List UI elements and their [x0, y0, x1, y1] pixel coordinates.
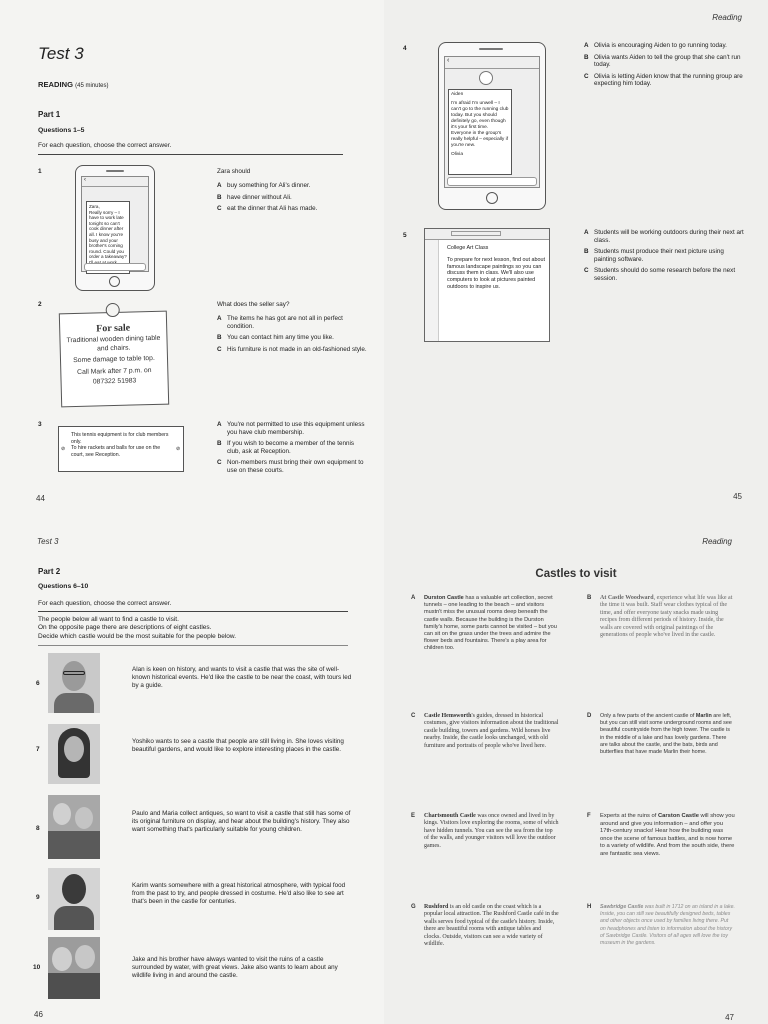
face-shape	[75, 807, 93, 829]
option-c[interactable]: C Non-members must bring their own equipment to use on these courts.	[217, 459, 364, 474]
ad-phone: 087322 51983	[92, 377, 137, 386]
option-b[interactable]: B If you wish to become a member of the tennis club, ask at Reception.	[217, 440, 355, 455]
question-stem: What does the seller say?	[217, 301, 290, 308]
castle-c	[411, 713, 559, 750]
castle-g	[411, 904, 559, 948]
tennis-notice: This tennis equipment is for club members only. To hire rackets and balls for use on the court, see Reception.	[58, 426, 184, 472]
page-title: Castles to visit	[535, 568, 617, 580]
question-number: 3	[38, 421, 42, 428]
castle-letter: B	[587, 595, 592, 601]
text-message	[448, 89, 512, 175]
question-stem: Zara should	[217, 168, 251, 175]
phone-speaker	[106, 170, 124, 172]
running-header: Test 3	[37, 537, 59, 546]
email-toolbar	[425, 229, 549, 240]
person-description: Alan is keen on history, and wants to visit a castle that was the site of well-known historical events. He'd like the castle to be near the coast, with tours led by a guide.	[132, 666, 352, 689]
home-button-icon	[486, 192, 498, 204]
castle-name: Marlin	[695, 713, 712, 719]
castle-letter: A	[411, 595, 416, 601]
question-number: 4	[403, 45, 407, 52]
email-body	[447, 245, 545, 291]
person-photo-alan	[48, 653, 100, 713]
option-b[interactable]: B You can contact him any time you like.	[217, 334, 334, 342]
intro-line: Decide which castle would be the most suitable for the people below.	[38, 632, 237, 640]
back-icon: ‹	[82, 177, 148, 187]
shoulders-shape	[54, 693, 94, 713]
screw-icon: ⊘	[176, 446, 181, 452]
castle-letter: G	[411, 904, 416, 910]
text-message: Zara, Really sorry – I have to work late tonight so can't cook dinner after all. I know you're busy and your brother's coming round. Could you order a takeaway?	[86, 201, 130, 274]
page-number: 46	[34, 1010, 43, 1019]
face-shape	[52, 947, 72, 971]
intro-line: The people below all want to find a castle to visit.	[38, 616, 179, 623]
bodies-shape	[48, 831, 100, 859]
phone-screen	[444, 56, 540, 188]
running-header: Reading	[702, 537, 732, 546]
option-a[interactable]: A Students will be working outdoors during their next art class.	[584, 229, 744, 244]
question-number: 10	[33, 964, 41, 971]
person-description: Yoshiko wants to see a castle that people are still living in. She loves visiting beautiful gardens, and would like to explore interesting places in the castle.	[132, 738, 344, 753]
castle-name: Rushford	[424, 904, 449, 910]
page-number: 47	[725, 1013, 734, 1022]
question-number: 1	[38, 168, 42, 175]
divider	[38, 154, 343, 155]
castle-f	[587, 813, 735, 859]
castle-e	[411, 813, 559, 850]
face-shape	[62, 661, 86, 691]
page-number: 44	[36, 494, 45, 503]
castle-h	[587, 904, 735, 947]
person-description: Karim wants somewhere with a great historical atmosphere, with typical food from the past to try, and people dressed in costume. He'd also like to see art that's been in the castle for centuries.	[132, 882, 346, 905]
pin-icon	[106, 303, 120, 317]
message-sender: Olivia	[451, 152, 463, 157]
castle-letter: F	[587, 813, 591, 819]
castle-text: 's guides, dressed in historical costumes, give visitors information about the traditional castle building, towers and gardens. Wild horses live nearby. Inside, the castle looks unchanged, with old furniture and portraits of people who've lived here.	[424, 713, 559, 749]
test-title: Test 3	[38, 44, 84, 63]
email-subject: College Art Class	[447, 245, 489, 251]
castle-text: are left, but you can still visit some underground rooms and see beautiful countryside from the high tower. The castle is in the middle of a lake and has lovely gardens. There are talks about the castle, and the bats, birds and butterflies that have made Marlin their home.	[600, 713, 732, 756]
intro-line: On the opposite page there are descriptions of eight castles.	[38, 624, 212, 632]
option-a[interactable]: A The items he has got are not all in perfect condition.	[217, 315, 343, 330]
back-icon: ‹	[445, 57, 539, 69]
page-number: 45	[733, 492, 742, 501]
email-sidebar	[425, 240, 439, 341]
castle-b	[587, 595, 735, 639]
option-a[interactable]: A buy something for Ali's dinner.	[217, 182, 311, 189]
face-shape	[62, 874, 86, 904]
message-input-bar	[84, 263, 146, 271]
castle-a	[411, 595, 559, 653]
castle-name: Chartsmouth Castle	[424, 813, 476, 819]
section-duration: (45 minutes)	[75, 83, 109, 89]
intro	[38, 616, 236, 641]
message-input-bar	[447, 177, 537, 186]
message-recipient: Aiden	[451, 92, 464, 97]
castle-text: has a valuable art collection, secret tunnels – one leading to the beach – and visitors mustn't miss the unusual rooms deep beneath the castle walls. Because the building is the Durston family's home, some parts cannot be visited – but you can sit on the grass under the trees and admire the flower beds and fountains. There's a play area for children too.	[424, 595, 557, 652]
castle-d	[587, 713, 735, 756]
castle-name: Sawbridge Castle	[600, 904, 644, 910]
option-a[interactable]: A You're not permitted to use this equipment unless you have club membership.	[217, 421, 365, 436]
castle-text-intro: Only a few parts of the ancient castle of	[600, 713, 696, 719]
castle-text: is an old castle on the coast which is a popular local attraction. The Rushford Castle café in the walls serves food typical of the castle's history. Inside, there are beautiful rooms with antique tables and clocks. Outside, visitors can see a wide variety of wildlife.	[424, 904, 559, 948]
person-photo-paulo-maria	[48, 795, 100, 859]
questions-range: Questions 1–5	[38, 127, 85, 134]
toolbar-buttons	[451, 231, 501, 236]
divider	[38, 645, 348, 646]
person-description: Paulo and Maria collect antiques, so want to visit a castle that still has some of its original furniture on display, and hear about the building's history. They also want something that's particularly suitable for young children.	[132, 810, 351, 833]
option-c[interactable]: C His furniture is not made in an old-fashioned style.	[217, 345, 367, 353]
bodies-shape	[48, 973, 100, 999]
option-c[interactable]: C eat the dinner that Ali has made.	[217, 205, 318, 213]
castle-text-intro: Experts at the ruins of	[600, 813, 658, 819]
message-body: I'm afraid I'm unwell – I can't go to the running club today. But you should definitely go, even though it's your first time. Everyone in the group's really helpful – especially if you're new.	[451, 101, 509, 148]
part-label: Part 2	[38, 567, 61, 576]
page-45	[384, 0, 768, 512]
castle-text: , experience what life was like at the time it was built. Staff wear clothes typical of the time, and offer everyone tasty snacks made using recipes from different periods of history. Inside, the walls are covered with original paintings of the generations of people who've lived in the castle.	[600, 595, 733, 639]
option-b[interactable]: B Students must produce their next picture using painting software.	[584, 248, 724, 263]
questions-range: Questions 6–10	[38, 583, 89, 590]
castle-text: was built in 1712 on an island in a lake. Inside, you can still see beautifully designed beds, tables and other objects once used by families living there. Put on headphones and listen to information about the history of Sawbridge Castle. Visitors of all ages will love the toy museum in the gardens.	[600, 904, 735, 947]
glasses-icon	[63, 671, 85, 675]
person-description: Jake and his brother have always wanted to visit the ruins of a castle surrounded by water, with great views. Jake also wants to learn about any wildlife living in and around the castle.	[132, 956, 338, 979]
option-a[interactable]: A Olivia is encouraging Aiden to go running today.	[584, 42, 727, 49]
castle-letter: C	[411, 713, 416, 719]
castle-letter: E	[411, 813, 416, 819]
screw-icon: ⊘	[61, 446, 66, 452]
phone-illustration	[438, 42, 546, 210]
option-c[interactable]: C Olivia is letting Aiden know that the running group are expecting him today.	[584, 72, 743, 88]
email-window	[424, 228, 550, 342]
for-sale-ad	[59, 311, 169, 408]
castle-letter: D	[587, 713, 592, 719]
castle-text: will show you around and give you information – and offer you 17th-century snacks! Hear how the building was once the scene of famous battles, and is now home to a variety of wildlife. And from the south side, there are fantastic sea views.	[600, 813, 735, 857]
home-button-icon	[109, 276, 120, 287]
contact-avatar	[479, 71, 493, 85]
option-b[interactable]: B have dinner without Ali.	[217, 193, 292, 201]
section-label: READING	[38, 80, 74, 89]
face-shape	[53, 803, 71, 825]
ad-line: Some damage to table top.	[73, 355, 155, 365]
ad-title: For sale	[96, 322, 131, 335]
ad-line: Call Mark after 7 p.m. on	[77, 366, 152, 376]
option-c[interactable]: C Students should do some research before the next session.	[584, 267, 736, 282]
person-photo-karim	[48, 868, 100, 930]
castle-name: Castle Hemsworth	[424, 713, 472, 719]
phone-illustration	[75, 165, 155, 291]
castle-name: Carston Castle	[658, 813, 699, 819]
face-shape	[64, 736, 84, 762]
face-shape	[75, 945, 95, 969]
page-47	[384, 512, 768, 1024]
castle-name: At Castle Woodward	[600, 595, 654, 601]
running-header: Reading	[712, 13, 742, 22]
castle-name: Durston Castle	[424, 595, 464, 601]
person-photo-jake	[48, 937, 100, 999]
option-b[interactable]: B Olivia wants Aiden to tell the group that she can't run today.	[584, 53, 741, 69]
person-photo-yoshiko	[48, 724, 100, 784]
shoulders-shape	[54, 906, 94, 930]
phone-speaker	[479, 48, 503, 50]
ad-line: Traditional wooden dining table and chairs.	[66, 334, 161, 353]
phone-screen	[81, 176, 149, 272]
question-number: 6	[36, 680, 40, 687]
question-number: 2	[38, 301, 42, 308]
instruction: For each question, choose the correct answer.	[38, 142, 172, 149]
question-number: 9	[36, 894, 40, 901]
question-number: 8	[36, 825, 40, 832]
castle-text: was once owned and lived in by kings. Visitors love exploring the rooms, some of which have hidden tunnels. You can see the sea from the top of the walls, and younger visitors will love the outdoor games.	[424, 813, 559, 849]
page-46	[0, 512, 384, 1024]
part-label: Part 1	[38, 110, 61, 119]
question-number: 7	[36, 746, 40, 753]
page-44	[0, 0, 384, 512]
divider	[38, 611, 348, 612]
castle-letter: H	[587, 904, 592, 910]
instruction: For each question, choose the correct answer.	[38, 600, 172, 607]
question-number: 5	[403, 232, 407, 239]
email-text: To prepare for next lesson, find out about famous landscape paintings so you can discuss them in class. We'll also use computers to look at pictures painted outdoors to inspire us.	[447, 256, 545, 290]
